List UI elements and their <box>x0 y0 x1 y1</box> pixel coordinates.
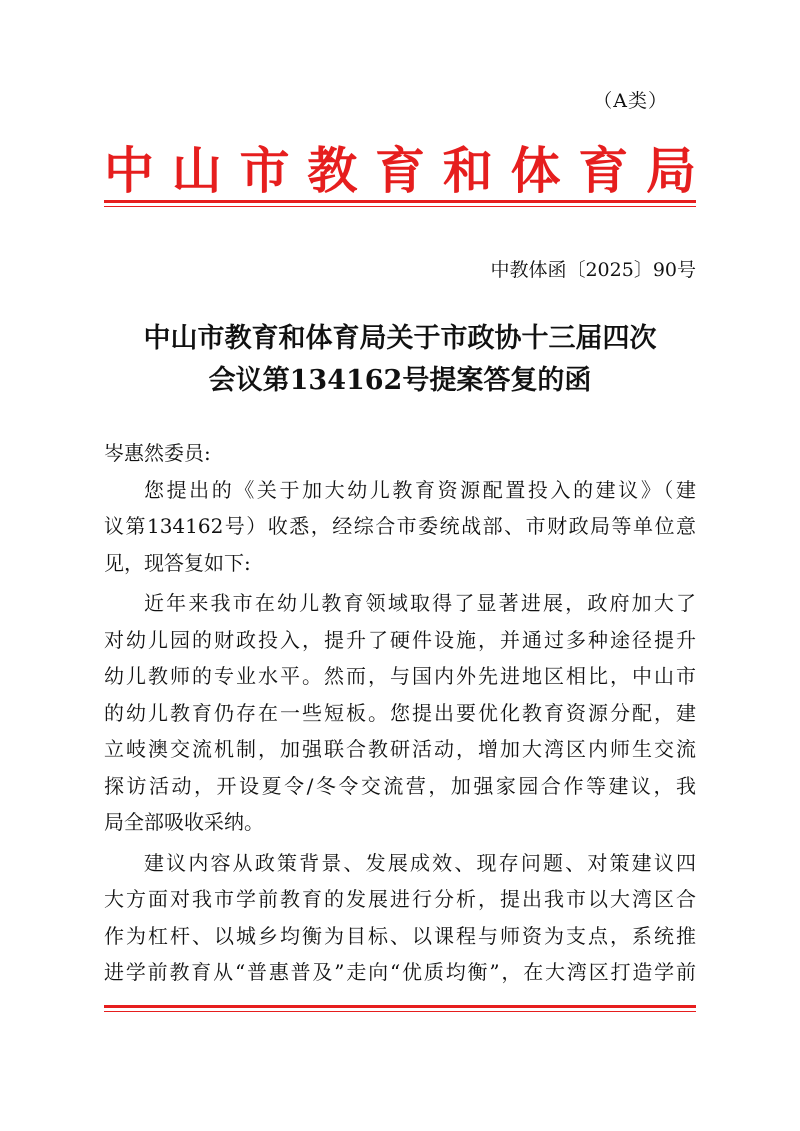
footer-divider-thin <box>104 1011 696 1012</box>
paragraph-line: 对幼儿园的财政投入，提升了硬件设施，并通过多种途径提升 <box>104 627 696 652</box>
paragraph-line: 议第134162号）收悉，经综合市委统战部、市财政局等单位意 <box>104 514 696 538</box>
paragraph-line: 作为杠杆、以城乡均衡为目标、以课程与师资为支点，系统推 <box>104 923 696 948</box>
footer-divider-thick <box>104 1005 696 1008</box>
paragraph-line: 您提出的《关于加大幼儿教育资源配置投入的建议》（建 <box>144 477 696 502</box>
paragraph-line: 探访活动，开设夏令/冬令交流营，加强家园合作等建议，我 <box>104 773 696 798</box>
org-title-char: 体 <box>510 141 561 200</box>
org-title-char: 教 <box>307 141 358 200</box>
paragraph-line: 立岐澳交流机制，加强联合教研活动，增加大湾区内师生交流 <box>104 737 696 761</box>
paragraph-line: 见，现答复如下: <box>104 550 251 575</box>
paragraph-line: 的幼儿教育仍存在一些短板。您提出要优化教育资源分配，建 <box>104 700 696 725</box>
org-title-char: 中 <box>104 141 154 200</box>
document-title-line: 会议第134162号提案答复的函 <box>208 365 592 396</box>
paragraph-line: 建议内容从政策背景、发展成效、现存问题、对策建议四 <box>144 850 696 875</box>
issuing-organization-title <box>104 138 696 204</box>
document-number: 中教体函〔2025〕90号 <box>490 259 696 281</box>
document-title-line: 中山市教育和体育局关于市政协十三届四次 <box>143 323 657 354</box>
salutation: 岑惠然委员: <box>104 441 211 465</box>
org-title-char: 市 <box>239 141 290 200</box>
paragraph-line: 局全部吸收采纳。 <box>104 810 264 834</box>
paragraph-line: 进学前教育从“普惠普及”走向“优质均衡”，在大湾区打造学前 <box>104 960 696 984</box>
document-category-label: （A类） <box>593 90 668 112</box>
org-title-char: 育 <box>578 141 629 200</box>
paragraph-2 <box>104 585 696 841</box>
org-title-char: 山 <box>171 141 222 200</box>
org-title-char: 和 <box>442 141 493 200</box>
paragraph-line: 大方面对我市学前教育的发展进行分析，提出我市以大湾区合 <box>104 887 696 911</box>
header-divider-thick <box>104 200 696 203</box>
document-body <box>104 435 696 991</box>
paragraph-3 <box>104 845 696 991</box>
document-title <box>104 318 696 402</box>
header-divider-thin <box>104 206 696 207</box>
org-title-char: 局 <box>646 141 696 200</box>
paragraph-line: 近年来我市在幼儿教育领域取得了显著进展，政府加大了 <box>144 591 696 615</box>
paragraph-line: 幼儿教师的专业水平。然而，与国内外先进地区相比，中山市 <box>104 664 696 688</box>
paragraph-1 <box>104 472 696 582</box>
org-title-char: 育 <box>375 141 425 200</box>
